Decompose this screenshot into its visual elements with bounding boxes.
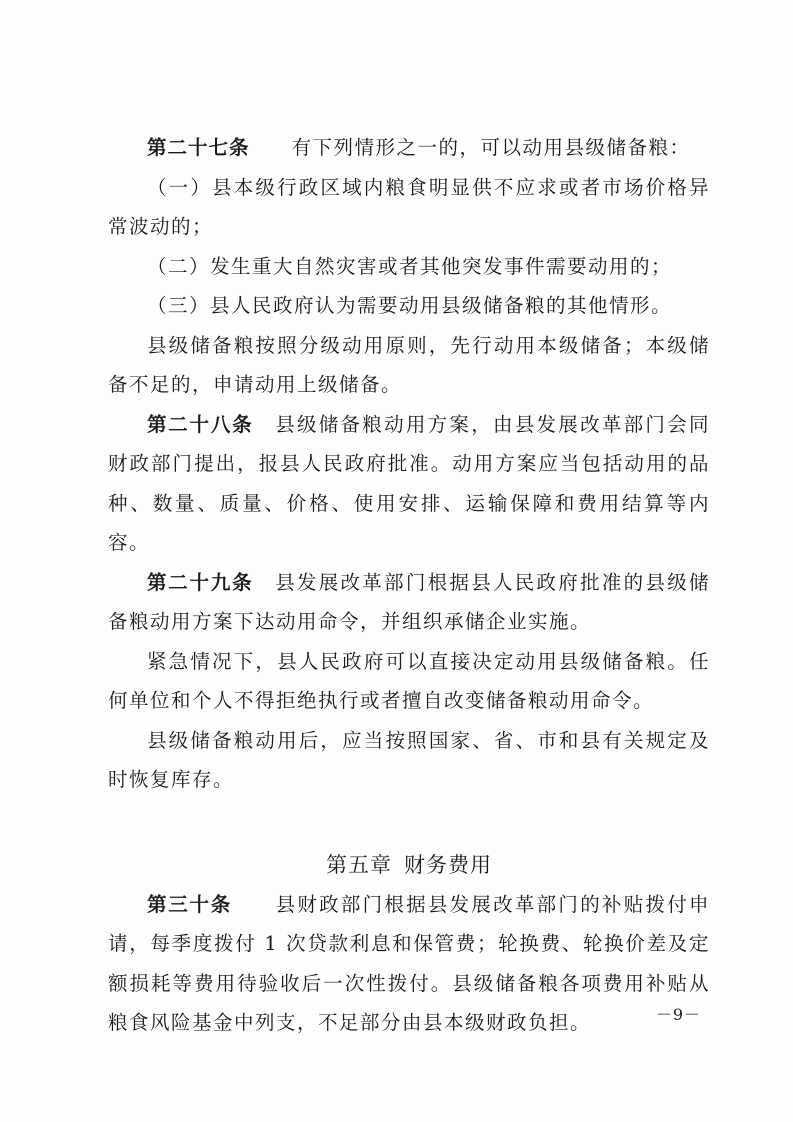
paragraph-text: （三）县人民政府认为需要动用县级储备粮的其他情形。 — [147, 294, 673, 317]
paragraph-text: （二）发生重大自然灾害或者其他突发事件需要动用的； — [147, 254, 673, 278]
paragraph-text: （一）县本级行政区域内粮食明显供不应求或者市场价格异常波动的； — [108, 175, 710, 238]
paragraph-item-2 — [108, 247, 710, 287]
paragraph-emergency — [108, 642, 710, 721]
chapter-number: 第五章 — [326, 852, 392, 877]
page-content — [108, 128, 710, 1043]
paragraph-article-28 — [108, 405, 710, 563]
paragraph-article-30 — [108, 885, 710, 1043]
paragraph-graded-principle — [108, 326, 710, 405]
paragraph-text: 县级储备粮动用后，应当按照国家、省、市和县有关规定及时恢复库存。 — [108, 728, 710, 791]
chapter-title: 财务费用 — [404, 852, 492, 877]
paragraph-text: 县级储备粮动用方案，由县发展改革部门会同财政部门提出，报县人民政府批准。动用方案应当包括动用的品种、数量、质量、价格、使用安排、运输保障和费用结算等内容。 — [108, 412, 710, 554]
paragraph-text: 县级储备粮按照分级动用原则，先行动用本级储备；本级储备不足的，申请动用上级储备。 — [108, 333, 710, 396]
paragraph-restore-stock — [108, 721, 710, 800]
paragraph-item-3 — [108, 286, 710, 326]
article-number: 第二十九条 — [147, 570, 254, 594]
article-number: 第三十条 — [147, 892, 233, 916]
paragraph-article-27 — [108, 128, 710, 168]
paragraph-text: 紧急情况下，县人民政府可以直接决定动用县级储备粮。任何单位和个人不得拒绝执行或者擅自改变储备粮动用命令。 — [108, 649, 710, 712]
article-number: 第二十七条 — [147, 136, 250, 159]
paragraph-item-1 — [108, 168, 710, 247]
paragraph-text: 县财政部门根据县发展改革部门的补贴拨付申请，每季度拨付 1 次贷款利息和保管费；轮换费、轮换价差及定额损耗等费用待验收后一次性拨付。县级储备粮各项费用补贴从粮食风险基金中列支，不足部分由县本级财政负担。 — [108, 892, 710, 1034]
paragraph-article-29 — [108, 563, 710, 642]
chapter-heading — [108, 845, 710, 885]
paragraph-text: 县发展改革部门根据县人民政府批准的县级储备粮动用方案下达动用命令，并组织承储企业实施。 — [108, 570, 710, 633]
page-number: －9－ — [655, 1005, 701, 1024]
article-number: 第二十八条 — [147, 412, 254, 436]
paragraph-text: 有下列情形之一的，可以动用县级储备粮： — [291, 136, 691, 159]
